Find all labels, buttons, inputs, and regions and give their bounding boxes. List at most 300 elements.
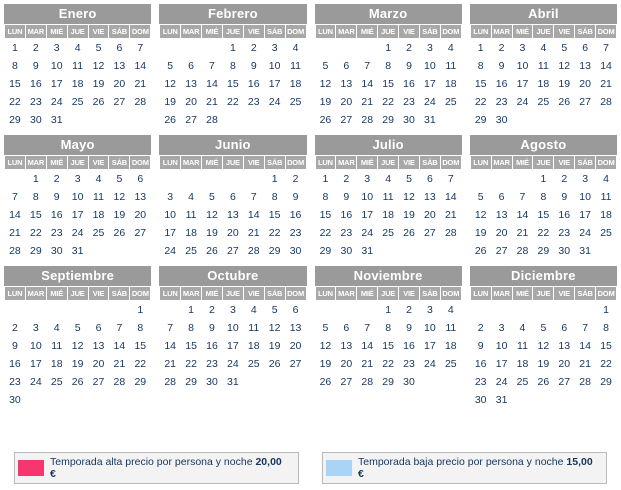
day-cell-low-season[interactable]: 11 (181, 206, 201, 223)
day-cell-low-season[interactable]: 27 (109, 93, 129, 110)
day-cell-low-season[interactable]: 15 (223, 75, 243, 92)
day-cell-high-season[interactable]: 16 (286, 206, 306, 223)
day-cell-low-season[interactable]: 29 (5, 111, 25, 128)
day-cell-high-season[interactable]: 26 (399, 224, 419, 241)
day-cell-low-season[interactable]: 8 (26, 188, 46, 205)
day-cell-high-season[interactable]: 31 (575, 242, 595, 259)
day-cell-low-season[interactable]: 14 (160, 337, 180, 354)
day-cell-low-season[interactable]: 9 (399, 319, 419, 336)
day-cell-low-season[interactable]: 30 (492, 111, 512, 128)
day-cell-high-season[interactable]: 3 (26, 319, 46, 336)
day-cell-low-season[interactable]: 15 (596, 337, 616, 354)
day-cell-low-season[interactable]: 3 (492, 319, 512, 336)
day-cell-low-season[interactable]: 26 (109, 224, 129, 241)
day-cell-low-season[interactable]: 13 (554, 337, 574, 354)
day-cell-low-season[interactable]: 8 (378, 319, 398, 336)
day-cell-low-season[interactable]: 21 (109, 355, 129, 372)
day-cell-low-season[interactable]: 24 (420, 355, 440, 372)
day-cell-low-season[interactable]: 11 (286, 57, 306, 74)
day-cell-low-season[interactable]: 12 (160, 75, 180, 92)
day-cell-low-season[interactable]: 18 (244, 337, 264, 354)
day-cell-low-season[interactable]: 4 (513, 319, 533, 336)
day-cell-low-season[interactable]: 23 (5, 373, 25, 390)
day-cell-low-season[interactable]: 26 (533, 373, 553, 390)
day-cell-high-season[interactable]: 7 (109, 319, 129, 336)
day-cell-low-season[interactable]: 21 (575, 355, 595, 372)
day-cell-low-season[interactable]: 25 (47, 373, 67, 390)
day-cell-low-season[interactable]: 21 (202, 93, 222, 110)
day-cell-low-season[interactable]: 23 (492, 93, 512, 110)
day-cell-low-season[interactable]: 29 (378, 373, 398, 390)
day-cell-low-season[interactable]: 24 (68, 224, 88, 241)
day-cell-low-season[interactable]: 22 (26, 224, 46, 241)
day-cell-high-season[interactable]: 22 (316, 224, 336, 241)
day-cell-high-season[interactable]: 8 (596, 319, 616, 336)
day-cell-high-season[interactable]: 25 (596, 224, 616, 241)
day-cell-high-season[interactable]: 30 (554, 242, 574, 259)
day-cell-low-season[interactable]: 31 (68, 242, 88, 259)
day-cell-high-season[interactable]: 9 (554, 188, 574, 205)
day-cell-high-season[interactable]: 1 (316, 170, 336, 187)
day-cell-high-season[interactable]: 27 (420, 224, 440, 241)
day-cell-high-season[interactable]: 18 (378, 206, 398, 223)
day-cell-low-season[interactable]: 18 (47, 355, 67, 372)
day-cell-low-season[interactable]: 25 (441, 93, 461, 110)
day-cell-high-season[interactable]: 27 (223, 242, 243, 259)
day-cell-low-season[interactable]: 17 (420, 337, 440, 354)
day-cell-low-season[interactable]: 2 (399, 39, 419, 56)
day-cell-high-season[interactable]: 17 (575, 206, 595, 223)
day-cell-low-season[interactable]: 20 (336, 355, 356, 372)
day-cell-low-season[interactable]: 9 (471, 337, 491, 354)
day-cell-low-season[interactable]: 20 (109, 75, 129, 92)
day-cell-low-season[interactable]: 20 (89, 355, 109, 372)
day-cell-high-season[interactable]: 21 (441, 206, 461, 223)
day-cell-low-season[interactable]: 25 (513, 373, 533, 390)
day-cell-low-season[interactable]: 29 (26, 242, 46, 259)
day-cell-low-season[interactable]: 25 (286, 93, 306, 110)
day-cell-high-season[interactable]: 13 (223, 206, 243, 223)
day-cell-low-season[interactable]: 21 (130, 75, 150, 92)
day-cell-low-season[interactable]: 22 (223, 93, 243, 110)
day-cell-low-season[interactable]: 30 (471, 391, 491, 408)
day-cell-low-season[interactable]: 20 (130, 206, 150, 223)
day-cell-high-season[interactable]: 28 (441, 224, 461, 241)
day-cell-low-season[interactable]: 22 (471, 93, 491, 110)
day-cell-low-season[interactable]: 15 (378, 75, 398, 92)
day-cell-low-season[interactable]: 9 (244, 57, 264, 74)
day-cell-low-season[interactable]: 22 (378, 355, 398, 372)
day-cell-high-season[interactable]: 13 (286, 319, 306, 336)
day-cell-low-season[interactable]: 1 (378, 39, 398, 56)
day-cell-high-season[interactable]: 10 (357, 188, 377, 205)
day-cell-low-season[interactable]: 19 (265, 337, 285, 354)
day-cell-low-season[interactable]: 2 (286, 170, 306, 187)
day-cell-low-season[interactable]: 6 (575, 39, 595, 56)
day-cell-high-season[interactable]: 19 (399, 206, 419, 223)
day-cell-low-season[interactable]: 22 (181, 355, 201, 372)
day-cell-low-season[interactable]: 19 (533, 355, 553, 372)
day-cell-low-season[interactable]: 20 (336, 93, 356, 110)
day-cell-high-season[interactable]: 20 (420, 206, 440, 223)
day-cell-low-season[interactable]: 15 (5, 75, 25, 92)
day-cell-low-season[interactable]: 7 (357, 57, 377, 74)
day-cell-low-season[interactable]: 24 (223, 355, 243, 372)
day-cell-low-season[interactable]: 7 (5, 188, 25, 205)
day-cell-high-season[interactable]: 23 (336, 224, 356, 241)
day-cell-high-season[interactable]: 17 (68, 206, 88, 223)
day-cell-low-season[interactable]: 30 (47, 242, 67, 259)
day-cell-low-season[interactable]: 17 (265, 75, 285, 92)
day-cell-high-season[interactable]: 3 (357, 170, 377, 187)
day-cell-low-season[interactable]: 12 (202, 206, 222, 223)
day-cell-low-season[interactable]: 16 (5, 355, 25, 372)
day-cell-high-season[interactable]: 23 (554, 224, 574, 241)
day-cell-high-season[interactable]: 22 (378, 93, 398, 110)
day-cell-low-season[interactable]: 30 (399, 373, 419, 390)
day-cell-high-season[interactable]: 9 (336, 188, 356, 205)
day-cell-high-season[interactable]: 2 (5, 319, 25, 336)
day-cell-high-season[interactable]: 15 (265, 206, 285, 223)
day-cell-low-season[interactable]: 4 (441, 39, 461, 56)
day-cell-low-season[interactable]: 13 (336, 75, 356, 92)
day-cell-low-season[interactable]: 28 (130, 93, 150, 110)
day-cell-high-season[interactable]: 5 (68, 319, 88, 336)
day-cell-low-season[interactable]: 16 (399, 337, 419, 354)
day-cell-low-season[interactable]: 28 (357, 373, 377, 390)
day-cell-high-season[interactable]: 5 (471, 188, 491, 205)
day-cell-low-season[interactable]: 27 (130, 224, 150, 241)
day-cell-low-season[interactable]: 7 (244, 188, 264, 205)
day-cell-high-season[interactable]: 16 (336, 206, 356, 223)
day-cell-low-season[interactable]: 28 (5, 242, 25, 259)
day-cell-low-season[interactable]: 18 (513, 355, 533, 372)
day-cell-low-season[interactable]: 10 (420, 57, 440, 74)
day-cell-low-season[interactable]: 19 (316, 93, 336, 110)
day-cell-low-season[interactable]: 3 (265, 39, 285, 56)
day-cell-low-season[interactable]: 12 (316, 75, 336, 92)
day-cell-low-season[interactable]: 20 (554, 355, 574, 372)
day-cell-high-season[interactable]: 11 (47, 337, 67, 354)
day-cell-high-season[interactable]: 4 (89, 170, 109, 187)
day-cell-low-season[interactable]: 14 (202, 75, 222, 92)
day-cell-low-season[interactable]: 5 (160, 57, 180, 74)
day-cell-low-season[interactable]: 5 (316, 57, 336, 74)
day-cell-low-season[interactable]: 31 (223, 373, 243, 390)
day-cell-low-season[interactable]: 1 (471, 39, 491, 56)
day-cell-low-season[interactable]: 6 (109, 39, 129, 56)
day-cell-high-season[interactable]: 26 (202, 242, 222, 259)
day-cell-low-season[interactable]: 18 (441, 337, 461, 354)
day-cell-high-season[interactable]: 23 (399, 93, 419, 110)
day-cell-high-season[interactable]: 6 (420, 170, 440, 187)
day-cell-high-season[interactable]: 11 (89, 188, 109, 205)
day-cell-low-season[interactable]: 11 (68, 57, 88, 74)
day-cell-low-season[interactable]: 11 (533, 57, 553, 74)
day-cell-low-season[interactable]: 19 (160, 93, 180, 110)
day-cell-high-season[interactable]: 8 (316, 188, 336, 205)
day-cell-high-season[interactable]: 21 (513, 224, 533, 241)
day-cell-low-season[interactable]: 18 (286, 75, 306, 92)
day-cell-low-season[interactable]: 30 (202, 373, 222, 390)
day-cell-low-season[interactable]: 23 (47, 224, 67, 241)
day-cell-high-season[interactable]: 27 (492, 242, 512, 259)
day-cell-high-season[interactable]: 14 (109, 337, 129, 354)
day-cell-high-season[interactable]: 19 (471, 224, 491, 241)
day-cell-low-season[interactable]: 13 (336, 337, 356, 354)
day-cell-high-season[interactable]: 14 (441, 188, 461, 205)
day-cell-high-season[interactable]: 2 (336, 170, 356, 187)
day-cell-high-season[interactable]: 10 (68, 188, 88, 205)
day-cell-low-season[interactable]: 23 (399, 355, 419, 372)
day-cell-high-season[interactable]: 20 (223, 224, 243, 241)
day-cell-low-season[interactable]: 24 (420, 93, 440, 110)
day-cell-high-season[interactable]: 6 (492, 188, 512, 205)
day-cell-low-season[interactable]: 19 (554, 75, 574, 92)
day-cell-low-season[interactable]: 5 (265, 301, 285, 318)
day-cell-low-season[interactable]: 10 (265, 57, 285, 74)
day-cell-low-season[interactable]: 8 (378, 57, 398, 74)
day-cell-high-season[interactable]: 17 (420, 75, 440, 92)
day-cell-high-season[interactable]: 12 (68, 337, 88, 354)
day-cell-low-season[interactable]: 26 (265, 355, 285, 372)
day-cell-low-season[interactable]: 23 (202, 355, 222, 372)
day-cell-high-season[interactable]: 28 (244, 242, 264, 259)
day-cell-high-season[interactable]: 18 (181, 224, 201, 241)
day-cell-high-season[interactable]: 24 (160, 242, 180, 259)
day-cell-low-season[interactable]: 23 (244, 93, 264, 110)
day-cell-low-season[interactable]: 17 (26, 355, 46, 372)
day-cell-low-season[interactable]: 28 (160, 373, 180, 390)
day-cell-low-season[interactable]: 17 (47, 75, 67, 92)
day-cell-low-season[interactable]: 31 (47, 111, 67, 128)
day-cell-high-season[interactable]: 11 (596, 188, 616, 205)
day-cell-low-season[interactable]: 28 (202, 111, 222, 128)
day-cell-high-season[interactable]: 16 (47, 206, 67, 223)
day-cell-low-season[interactable]: 18 (533, 75, 553, 92)
day-cell-low-season[interactable]: 4 (441, 301, 461, 318)
day-cell-low-season[interactable]: 23 (26, 93, 46, 110)
day-cell-low-season[interactable]: 14 (575, 337, 595, 354)
day-cell-low-season[interactable]: 30 (5, 391, 25, 408)
day-cell-high-season[interactable]: 29 (378, 111, 398, 128)
day-cell-high-season[interactable]: 17 (160, 224, 180, 241)
day-cell-low-season[interactable]: 25 (68, 93, 88, 110)
day-cell-high-season[interactable]: 25 (181, 242, 201, 259)
day-cell-low-season[interactable]: 16 (471, 355, 491, 372)
day-cell-low-season[interactable]: 10 (160, 206, 180, 223)
day-cell-low-season[interactable]: 8 (265, 188, 285, 205)
day-cell-low-season[interactable]: 7 (202, 57, 222, 74)
day-cell-high-season[interactable]: 16 (399, 75, 419, 92)
day-cell-low-season[interactable]: 9 (26, 57, 46, 74)
day-cell-low-season[interactable]: 2 (202, 301, 222, 318)
day-cell-high-season[interactable]: 28 (513, 242, 533, 259)
day-cell-low-season[interactable]: 14 (357, 75, 377, 92)
day-cell-low-season[interactable]: 1 (5, 39, 25, 56)
day-cell-high-season[interactable]: 14 (5, 206, 25, 223)
day-cell-low-season[interactable]: 25 (441, 355, 461, 372)
day-cell-low-season[interactable]: 14 (130, 57, 150, 74)
day-cell-low-season[interactable]: 2 (244, 39, 264, 56)
day-cell-low-season[interactable]: 21 (160, 355, 180, 372)
day-cell-low-season[interactable]: 19 (68, 355, 88, 372)
day-cell-high-season[interactable]: 6 (554, 319, 574, 336)
day-cell-high-season[interactable]: 7 (575, 319, 595, 336)
day-cell-high-season[interactable]: 14 (244, 206, 264, 223)
day-cell-low-season[interactable]: 27 (181, 111, 201, 128)
day-cell-high-season[interactable]: 11 (378, 188, 398, 205)
day-cell-low-season[interactable]: 6 (223, 188, 243, 205)
day-cell-high-season[interactable]: 1 (378, 301, 398, 318)
day-cell-low-season[interactable]: 27 (336, 111, 356, 128)
day-cell-low-season[interactable]: 24 (47, 93, 67, 110)
day-cell-high-season[interactable]: 2 (399, 301, 419, 318)
day-cell-high-season[interactable]: 9 (5, 337, 25, 354)
day-cell-low-season[interactable]: 16 (26, 75, 46, 92)
day-cell-low-season[interactable]: 21 (596, 75, 616, 92)
day-cell-high-season[interactable]: 13 (130, 188, 150, 205)
day-cell-high-season[interactable]: 26 (471, 242, 491, 259)
day-cell-low-season[interactable]: 22 (596, 355, 616, 372)
day-cell-low-season[interactable]: 4 (244, 301, 264, 318)
day-cell-high-season[interactable]: 23 (286, 224, 306, 241)
day-cell-low-season[interactable]: 1 (596, 301, 616, 318)
day-cell-high-season[interactable]: 24 (357, 224, 377, 241)
day-cell-high-season[interactable]: 13 (89, 337, 109, 354)
day-cell-low-season[interactable]: 15 (378, 337, 398, 354)
day-cell-low-season[interactable]: 10 (223, 319, 243, 336)
day-cell-high-season[interactable]: 14 (513, 206, 533, 223)
day-cell-high-season[interactable]: 30 (336, 242, 356, 259)
day-cell-low-season[interactable]: 19 (316, 355, 336, 372)
day-cell-low-season[interactable]: 8 (471, 57, 491, 74)
day-cell-high-season[interactable]: 24 (575, 224, 595, 241)
day-cell-high-season[interactable]: 3 (575, 170, 595, 187)
day-cell-high-season[interactable]: 1 (130, 301, 150, 318)
day-cell-high-season[interactable]: 7 (441, 170, 461, 187)
day-cell-high-season[interactable]: 3 (68, 170, 88, 187)
day-cell-low-season[interactable]: 20 (575, 75, 595, 92)
day-cell-low-season[interactable]: 10 (47, 57, 67, 74)
day-cell-high-season[interactable]: 28 (357, 111, 377, 128)
day-cell-low-season[interactable]: 21 (357, 93, 377, 110)
day-cell-low-season[interactable]: 26 (316, 373, 336, 390)
day-cell-high-season[interactable]: 29 (316, 242, 336, 259)
day-cell-low-season[interactable]: 6 (181, 57, 201, 74)
day-cell-high-season[interactable]: 12 (109, 188, 129, 205)
day-cell-low-season[interactable]: 4 (181, 188, 201, 205)
day-cell-low-season[interactable]: 3 (160, 188, 180, 205)
day-cell-low-season[interactable]: 29 (181, 373, 201, 390)
day-cell-low-season[interactable]: 9 (492, 57, 512, 74)
day-cell-low-season[interactable]: 31 (492, 391, 512, 408)
day-cell-high-season[interactable]: 30 (286, 242, 306, 259)
day-cell-low-season[interactable]: 12 (316, 337, 336, 354)
day-cell-high-season[interactable]: 17 (357, 206, 377, 223)
day-cell-high-season[interactable]: 10 (26, 337, 46, 354)
day-cell-low-season[interactable]: 1 (26, 170, 46, 187)
day-cell-low-season[interactable]: 27 (286, 355, 306, 372)
day-cell-low-season[interactable]: 9 (399, 57, 419, 74)
day-cell-low-season[interactable]: 27 (89, 373, 109, 390)
day-cell-low-season[interactable]: 14 (357, 337, 377, 354)
day-cell-low-season[interactable]: 2 (26, 39, 46, 56)
day-cell-high-season[interactable]: 5 (109, 170, 129, 187)
day-cell-high-season[interactable]: 29 (265, 242, 285, 259)
day-cell-low-season[interactable]: 9 (202, 319, 222, 336)
day-cell-high-season[interactable]: 18 (596, 206, 616, 223)
day-cell-low-season[interactable]: 7 (357, 319, 377, 336)
day-cell-low-season[interactable]: 29 (596, 373, 616, 390)
day-cell-high-season[interactable]: 15 (316, 206, 336, 223)
day-cell-low-season[interactable]: 27 (336, 373, 356, 390)
day-cell-low-season[interactable]: 15 (181, 337, 201, 354)
day-cell-low-season[interactable]: 2 (471, 319, 491, 336)
day-cell-high-season[interactable]: 29 (533, 242, 553, 259)
day-cell-low-season[interactable]: 28 (596, 93, 616, 110)
day-cell-high-season[interactable]: 31 (357, 242, 377, 259)
day-cell-high-season[interactable]: 4 (47, 319, 67, 336)
day-cell-low-season[interactable]: 5 (554, 39, 574, 56)
day-cell-high-season[interactable]: 19 (202, 224, 222, 241)
day-cell-low-season[interactable]: 16 (244, 75, 264, 92)
day-cell-low-season[interactable]: 9 (47, 188, 67, 205)
day-cell-low-season[interactable]: 6 (130, 170, 150, 187)
day-cell-low-season[interactable]: 13 (109, 57, 129, 74)
day-cell-low-season[interactable]: 7 (596, 39, 616, 56)
day-cell-high-season[interactable]: 13 (420, 188, 440, 205)
day-cell-low-season[interactable]: 3 (47, 39, 67, 56)
day-cell-low-season[interactable]: 10 (513, 57, 533, 74)
day-cell-high-season[interactable]: 20 (492, 224, 512, 241)
day-cell-low-season[interactable]: 26 (160, 111, 180, 128)
day-cell-low-season[interactable]: 25 (244, 355, 264, 372)
day-cell-low-season[interactable]: 25 (533, 93, 553, 110)
day-cell-low-season[interactable]: 29 (471, 111, 491, 128)
day-cell-low-season[interactable]: 29 (130, 373, 150, 390)
day-cell-high-season[interactable]: 25 (378, 224, 398, 241)
day-cell-low-season[interactable]: 24 (265, 93, 285, 110)
day-cell-low-season[interactable]: 28 (575, 373, 595, 390)
day-cell-high-season[interactable]: 8 (130, 319, 150, 336)
day-cell-high-season[interactable]: 12 (265, 319, 285, 336)
day-cell-low-season[interactable]: 2 (47, 170, 67, 187)
day-cell-high-season[interactable]: 15 (130, 337, 150, 354)
day-cell-high-season[interactable]: 16 (554, 206, 574, 223)
day-cell-low-season[interactable]: 15 (471, 75, 491, 92)
day-cell-low-season[interactable]: 22 (130, 355, 150, 372)
day-cell-low-season[interactable]: 2 (492, 39, 512, 56)
day-cell-high-season[interactable]: 5 (399, 170, 419, 187)
day-cell-low-season[interactable]: 23 (471, 373, 491, 390)
day-cell-high-season[interactable]: 22 (533, 224, 553, 241)
day-cell-low-season[interactable]: 1 (223, 39, 243, 56)
day-cell-low-season[interactable]: 13 (575, 57, 595, 74)
day-cell-low-season[interactable]: 4 (533, 39, 553, 56)
day-cell-low-season[interactable]: 11 (441, 57, 461, 74)
day-cell-low-season[interactable]: 26 (89, 93, 109, 110)
day-cell-low-season[interactable]: 24 (492, 373, 512, 390)
day-cell-low-season[interactable]: 8 (5, 57, 25, 74)
day-cell-low-season[interactable]: 11 (441, 319, 461, 336)
day-cell-high-season[interactable]: 15 (26, 206, 46, 223)
day-cell-low-season[interactable]: 28 (109, 373, 129, 390)
day-cell-low-season[interactable]: 19 (89, 75, 109, 92)
day-cell-low-season[interactable]: 26 (554, 93, 574, 110)
day-cell-low-season[interactable]: 3 (223, 301, 243, 318)
day-cell-low-season[interactable]: 27 (575, 93, 595, 110)
